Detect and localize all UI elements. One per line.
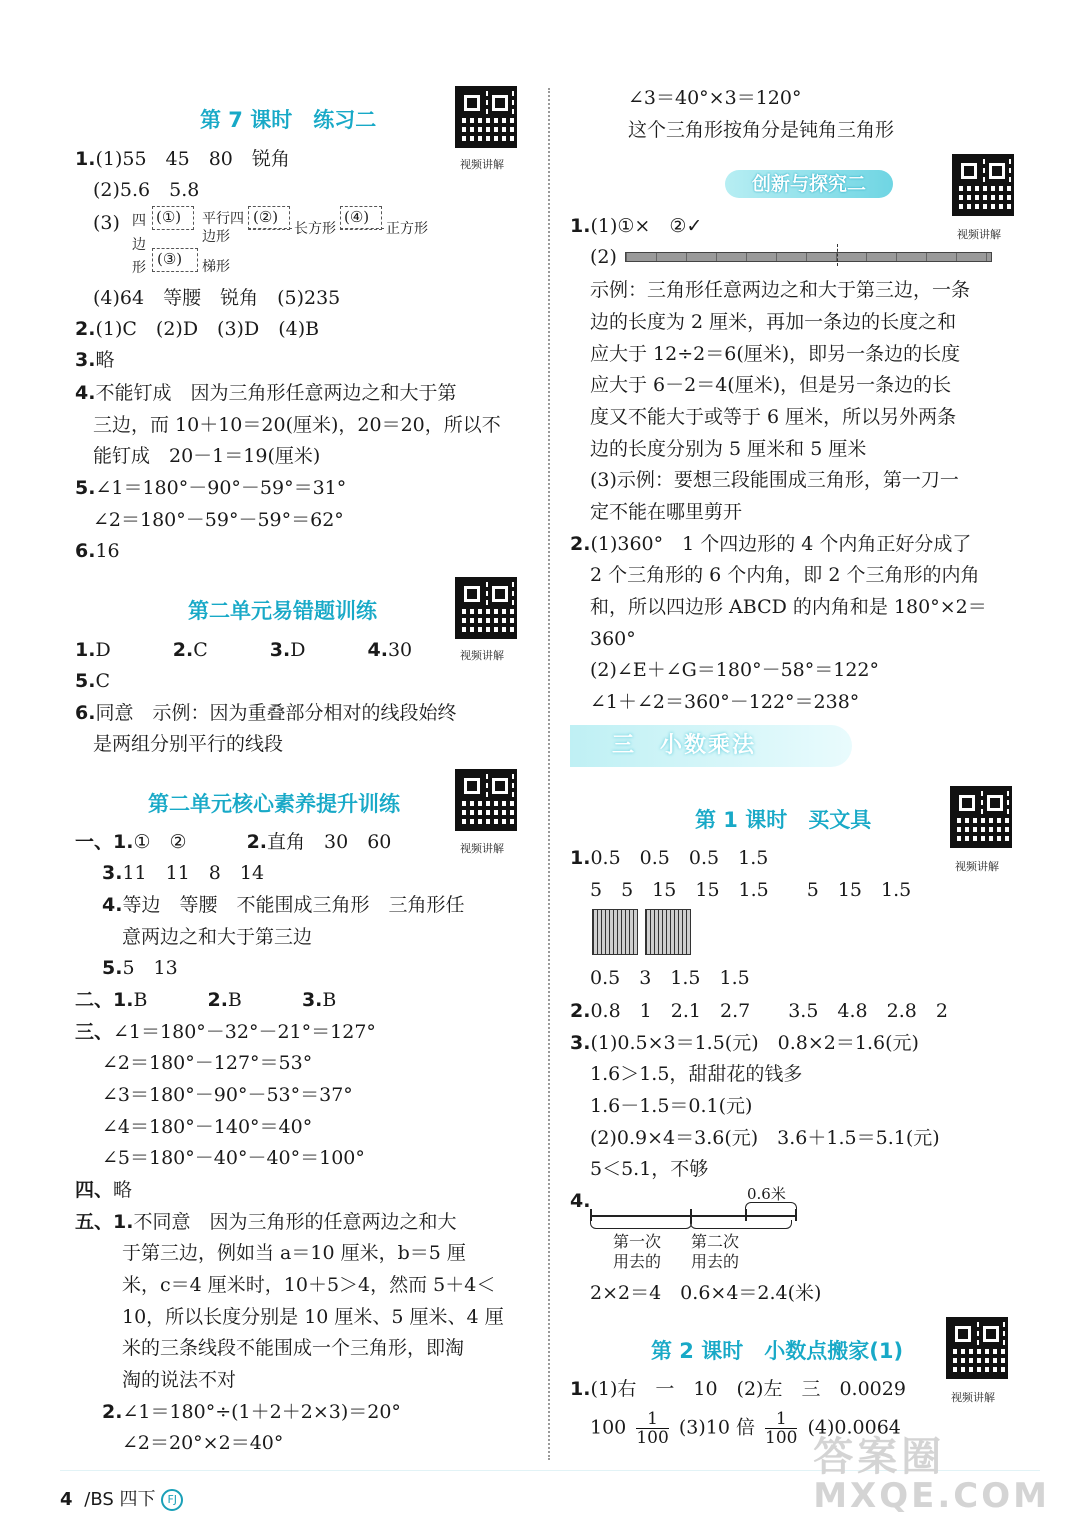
qr-code-icon[interactable] xyxy=(946,1317,1008,1379)
answer-line: 4.不能钉成 因为三角形任意两边之和大于第 xyxy=(75,382,457,404)
answer-line: 1.(1)右 一 10 (2)左 三 0.0029 xyxy=(570,1378,906,1400)
qr-code-icon[interactable] xyxy=(950,786,1012,848)
answer-line: ∠1＋∠2＝360°－122°＝238° xyxy=(590,691,860,713)
diagram-prefix: (3) xyxy=(93,212,120,234)
diagram-blank-1: (①) xyxy=(156,208,182,226)
answer-line: 0.5 3 1.5 1.5 xyxy=(590,967,750,989)
qr-caption: 视频讲解 xyxy=(951,1391,995,1404)
qr-caption: 视频讲解 xyxy=(460,158,504,171)
answer-line: 五、1.不同意 因为三角形的任意两边之和大 xyxy=(75,1211,457,1233)
answer-line: 1.D 2.C 3.D 4.30 xyxy=(75,639,413,661)
answer-line: 5.5 13 xyxy=(102,957,178,979)
book-series: /BS 四下 xyxy=(84,1489,156,1510)
diagram-label: 正方形 xyxy=(386,221,428,237)
answer-line: 2 个三角形的 6 个内角，即 2 个三角形的内角 xyxy=(590,564,980,586)
answer-line: 能钉成 20－1＝19(厘米) xyxy=(93,445,321,467)
answer-line: ∠3＝40°×3＝120° xyxy=(628,87,802,109)
brace-bottom xyxy=(590,1220,692,1229)
qr-caption: 视频讲解 xyxy=(460,842,504,855)
answer-line: 米，c＝4 厘米时，10＋5＞4，然而 5＋4＜ xyxy=(122,1274,496,1296)
site-watermark xyxy=(813,1425,1050,1516)
answer-line: ∠4＝180°－140°＝40° xyxy=(102,1116,313,1138)
dashed-line xyxy=(248,228,292,229)
answer-line: (3)示例：要想三段能围成三角形，第一刀一 xyxy=(590,469,959,491)
answer-line: 3.(1)0.5×3＝1.5(元) 0.8×2＝1.6(元) xyxy=(570,1032,919,1054)
answer-line: 应大于 6－2＝4(厘米)，但是另一条边的长 xyxy=(590,374,952,396)
diagram-label: 形 xyxy=(132,260,146,276)
diagram-label: 长方形 xyxy=(294,221,336,237)
section-title-lesson7: 第 7 课时 练习二 xyxy=(200,108,377,132)
diagram-blank-2: (②) xyxy=(253,208,279,226)
answer-line: 2.(1)C (2)D (3)D (4)B xyxy=(75,318,320,340)
answer-line: 米的三条线段不能围成一个三角形，即淘 xyxy=(122,1337,465,1359)
cut-mark xyxy=(837,244,838,266)
answer-line: 这个三角形按角分是钝角三角形 xyxy=(628,119,895,141)
qr-code-icon[interactable] xyxy=(455,86,517,148)
answer-line: 1.(1)①× ②✓ xyxy=(570,215,703,237)
answer-line: (2)0.9×4＝3.6(元) 3.6＋1.5＝5.1(元) xyxy=(590,1127,940,1149)
watermark-url: MXQE.COM xyxy=(813,1476,1050,1516)
segment-label: 用去的 xyxy=(691,1252,740,1271)
fraction: $\frac{1}{100}$ xyxy=(765,1409,798,1448)
qr-code-icon[interactable] xyxy=(455,577,517,639)
answer-line: ∠5＝180°－40°－40°＝100° xyxy=(102,1147,365,1169)
segmented-bar xyxy=(625,252,992,262)
diagram-label: 边 xyxy=(132,237,146,253)
segment-label: 用去的 xyxy=(613,1252,662,1271)
answer-line: (2)∠E＋∠G＝180°－58°＝122° xyxy=(590,659,880,681)
answer-line: 1.0.5 0.5 0.5 1.5 xyxy=(570,847,769,869)
answer-line: 四、略 xyxy=(75,1179,133,1201)
diagram-label: 边形 xyxy=(202,229,230,245)
answer-line: ∠2＝180°－127°＝53° xyxy=(102,1052,313,1074)
answer-line: 6.同意 示例：因为重叠部分相对的线段始终 xyxy=(75,702,457,724)
answer-line: 5.∠1＝180°－90°－59°＝31° xyxy=(75,477,347,499)
answer-line: 2.∠1＝180°÷(1＋2＋2×3)＝20° xyxy=(102,1401,401,1423)
ruler-grid-figure xyxy=(592,909,638,955)
section-title-mistakes: 第二单元易错题训练 xyxy=(188,599,377,623)
answer-line: 边的长度分别为 5 厘米和 5 厘米 xyxy=(590,438,867,460)
ruler-grid-figure xyxy=(645,909,691,955)
answer-line: 1.6－1.5＝0.1(元) xyxy=(590,1095,753,1117)
answer-line: 边的长度为 2 厘米，再加一条边的长度之和 xyxy=(590,311,957,333)
answer-line-fractions: 100 $\frac{1}{100}$ (3)10 倍 $\frac{1}{100}$ (4)0.0064 xyxy=(590,1409,901,1448)
diagram-blank-4: (④) xyxy=(344,208,370,226)
answer-line: 2.(1)360° 1 个四边形的 4 个内角正好分成了 xyxy=(570,533,972,555)
answer-line: 二、1.B 2.B 3.B xyxy=(75,989,337,1011)
answer-line: 3.11 11 8 14 xyxy=(102,862,265,884)
answer-line: 4. xyxy=(570,1190,591,1212)
answer-line: 是两组分别平行的线段 xyxy=(93,733,284,755)
answer-line: 1.(1)55 45 80 锐角 xyxy=(75,148,290,170)
answer-line: ∠3＝180°－90°－53°＝37° xyxy=(102,1084,353,1106)
answer-line: ∠2＝180°－59°－59°＝62° xyxy=(93,509,344,531)
brace-top xyxy=(745,1202,797,1211)
edition-mark-icon: FJ xyxy=(161,1489,183,1511)
segment-line xyxy=(590,1215,795,1217)
segment-label: 0.6米 xyxy=(747,1185,786,1203)
page-number: 4 xyxy=(60,1489,73,1510)
unit-banner: 三 小数乘法 xyxy=(570,725,852,767)
brace-bottom xyxy=(690,1220,792,1229)
column-divider xyxy=(548,88,550,1460)
segment-label: 第一次 xyxy=(613,1232,662,1251)
answer-line: 定不能在哪里剪开 xyxy=(590,501,743,523)
answer-line: 3.略 xyxy=(75,349,115,371)
answer-line: 三、∠1＝180°－32°－21°＝127° xyxy=(75,1021,376,1043)
answer-line: 4.等边 等腰 不能围成三角形 三角形任 xyxy=(102,894,465,916)
segment-label: 第二次 xyxy=(691,1232,740,1251)
answer-line: (2) xyxy=(590,246,617,268)
section-title-core-literacy: 第二单元核心素养提升训练 xyxy=(148,792,400,816)
answer-line: 6.16 xyxy=(75,540,120,562)
qr-code-icon[interactable] xyxy=(455,769,517,831)
answer-line: 示例：三角形任意两边之和大于第三边，一条 xyxy=(590,279,971,301)
diagram-label: 平行四 xyxy=(202,211,244,227)
answer-line: 应大于 12÷2＝6(厘米)，即另一条边的长度 xyxy=(590,343,961,365)
page-footer xyxy=(60,1485,183,1511)
qr-caption: 视频讲解 xyxy=(460,649,504,662)
explore-badge: 创新与探究二 xyxy=(725,170,893,198)
diagram-blank-3: (③) xyxy=(157,250,183,268)
section-title-lesson2: 第 2 课时 小数点搬家(1) xyxy=(651,1339,904,1363)
answer-line: 5.C xyxy=(75,670,110,692)
diagram-label: 梯形 xyxy=(202,259,230,275)
answer-line: 360° xyxy=(590,628,636,650)
answer-line: 和，所以四边形 ABCD 的内角和是 180°×2＝ xyxy=(590,596,987,618)
dashed-line xyxy=(340,228,384,229)
answer-line: 1.6＞1.5，甜甜花的钱多 xyxy=(590,1063,803,1085)
diagram-label: 四 xyxy=(132,213,146,229)
answer-line: 于第三边，例如当 a＝10 厘米，b＝5 厘 xyxy=(122,1242,466,1264)
answer-line: 2.0.8 1 2.1 2.7 3.5 4.8 2.8 2 xyxy=(570,1000,948,1022)
answer-line: 淘的说法不对 xyxy=(122,1369,237,1391)
qr-code-icon[interactable] xyxy=(952,154,1014,216)
answer-line: 5＜5.1，不够 xyxy=(590,1158,709,1180)
answer-line: (4)64 等腰 锐角 (5)235 xyxy=(93,287,341,309)
section-title-lesson1: 第 1 课时 买文具 xyxy=(695,808,872,832)
watermark-text: 答案圈 xyxy=(813,1434,946,1480)
fraction: $\frac{1}{100}$ xyxy=(636,1409,669,1448)
answer-line: 一、1.① ② 2.直角 30 60 xyxy=(75,831,392,853)
qr-caption: 视频讲解 xyxy=(957,228,1001,241)
answer-line: 意两边之和大于第三边 xyxy=(122,926,313,948)
answer-line: 10，所以长度分别是 10 厘米、5 厘米、4 厘 xyxy=(122,1306,504,1328)
qr-caption: 视频讲解 xyxy=(955,860,999,873)
answer-line: 度又不能大于或等于 6 厘米，所以另外两条 xyxy=(590,406,957,428)
answer-line: 三边，而 10＋10＝20(厘米)，20＝20，所以不 xyxy=(93,414,501,436)
answer-line: ∠2＝20°×2＝40° xyxy=(122,1432,284,1454)
answer-line: 5 5 15 15 1.5 5 15 1.5 xyxy=(590,879,912,901)
answer-line: 2×2＝4 0.6×4＝2.4(米) xyxy=(590,1282,822,1304)
answer-line: (2)5.6 5.8 xyxy=(93,179,200,201)
